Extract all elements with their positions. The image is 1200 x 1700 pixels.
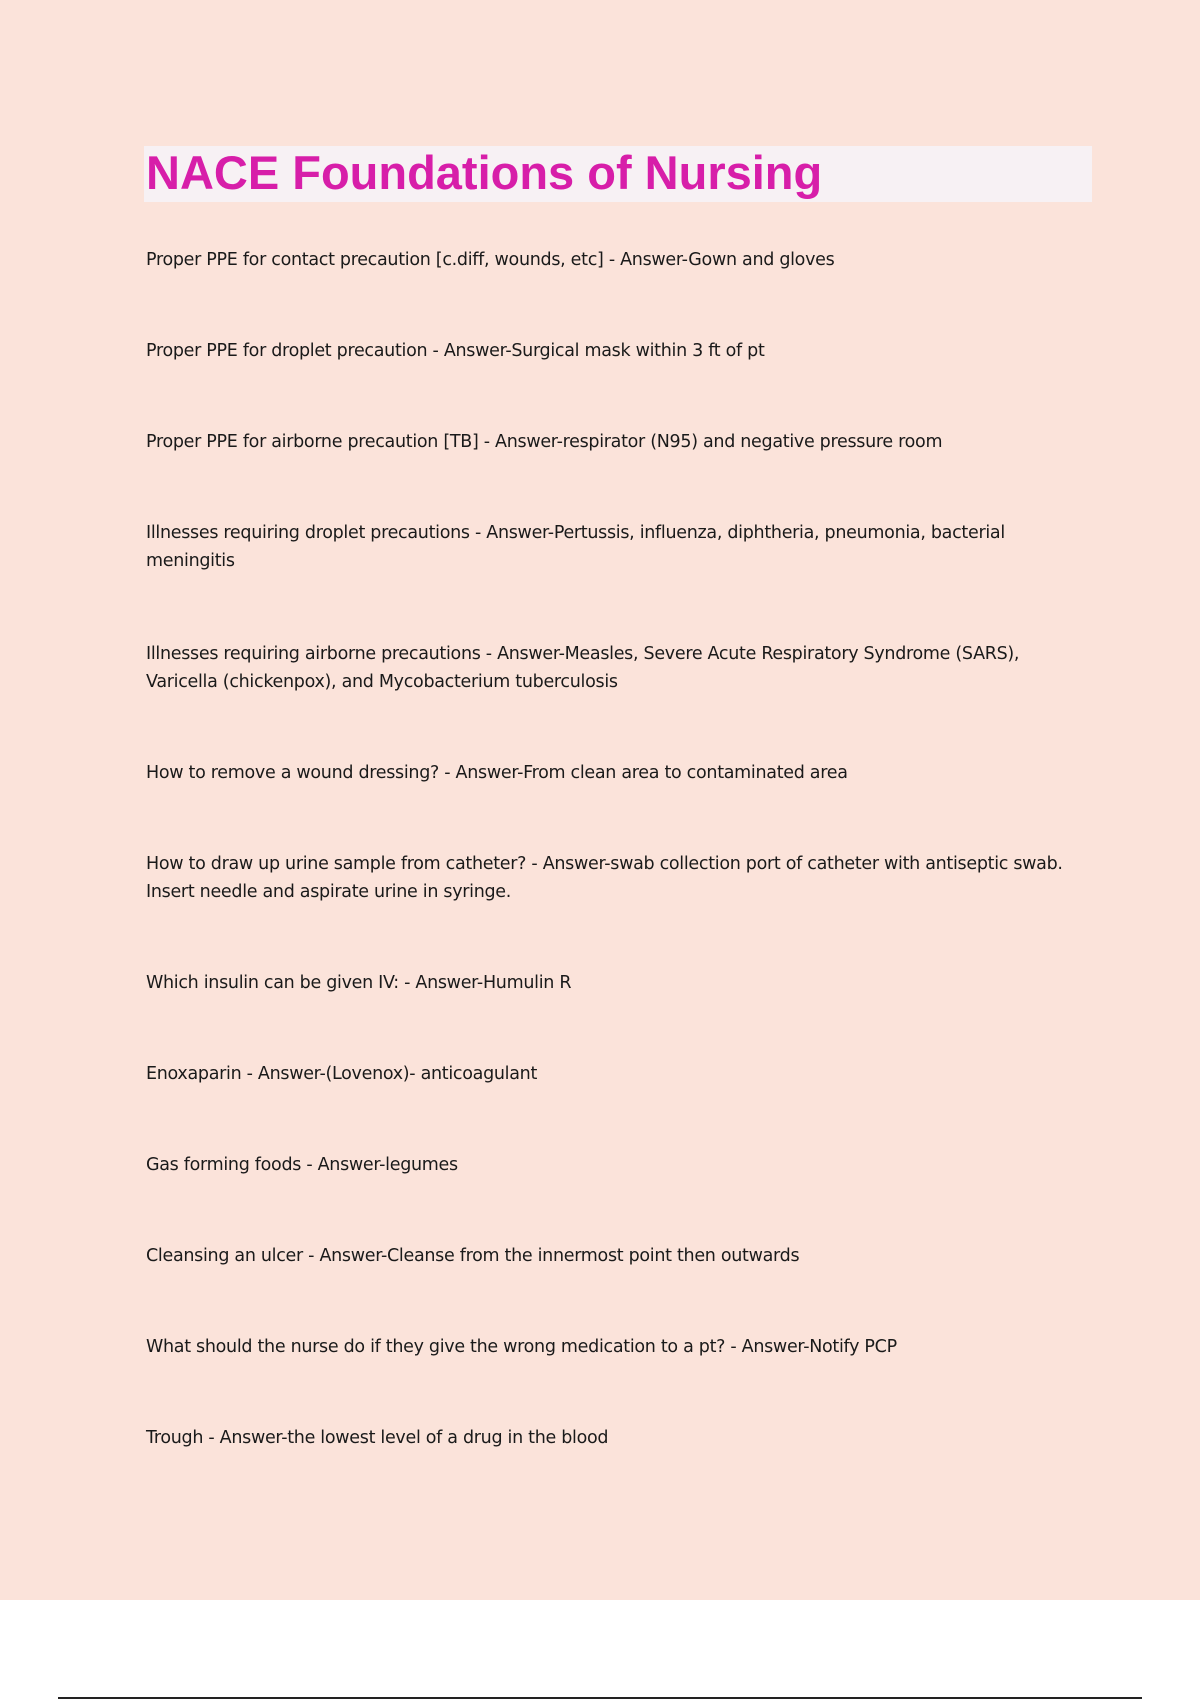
qa-item: How to draw up urine sample from catheter? - Answer-swab collection port of catheter with antiseptic swab. Insert needle and aspirate urine in syringe.	[146, 854, 1063, 902]
qa-item: Illnesses requiring airborne precautions - Answer-Measles, Severe Acute Respiratory Syndrome (SARS), Varicella (chickenpox), and Mycobacterium tuberculosis	[146, 644, 1020, 692]
qa-item: Proper PPE for contact precaution [c.diff, wounds, etc] - Answer-Gown and gloves	[146, 250, 835, 270]
qa-item: How to remove a wound dressing? - Answer-From clean area to contaminated area	[146, 763, 848, 783]
qa-item: Proper PPE for droplet precaution - Answer-Surgical mask within 3 ft of pt	[146, 341, 765, 361]
document-title: NACE Foundations of Nursing	[146, 146, 823, 199]
qa-item: Trough - Answer-the lowest level of a drug in the blood	[146, 1428, 609, 1448]
footer-divider	[58, 1697, 1142, 1699]
qa-item: Proper PPE for airborne precaution [TB] - Answer-respirator (N95) and negative pressure room	[146, 432, 943, 452]
qa-item: Cleansing an ulcer - Answer-Cleanse from the innermost point then outwards	[146, 1246, 800, 1266]
qa-item: What should the nurse do if they give the wrong medication to a pt? - Answer-Notify PCP	[146, 1337, 897, 1357]
qa-item: Gas forming foods - Answer-legumes	[146, 1155, 458, 1175]
qa-item: Illnesses requiring droplet precautions - Answer-Pertussis, influenza, diphtheria, pneumonia, bacterial meningitis	[146, 523, 1005, 571]
qa-item: Enoxaparin - Answer-(Lovenox)- anticoagulant	[146, 1064, 538, 1084]
qa-item: Which insulin can be given IV: - Answer-Humulin R	[146, 973, 572, 993]
